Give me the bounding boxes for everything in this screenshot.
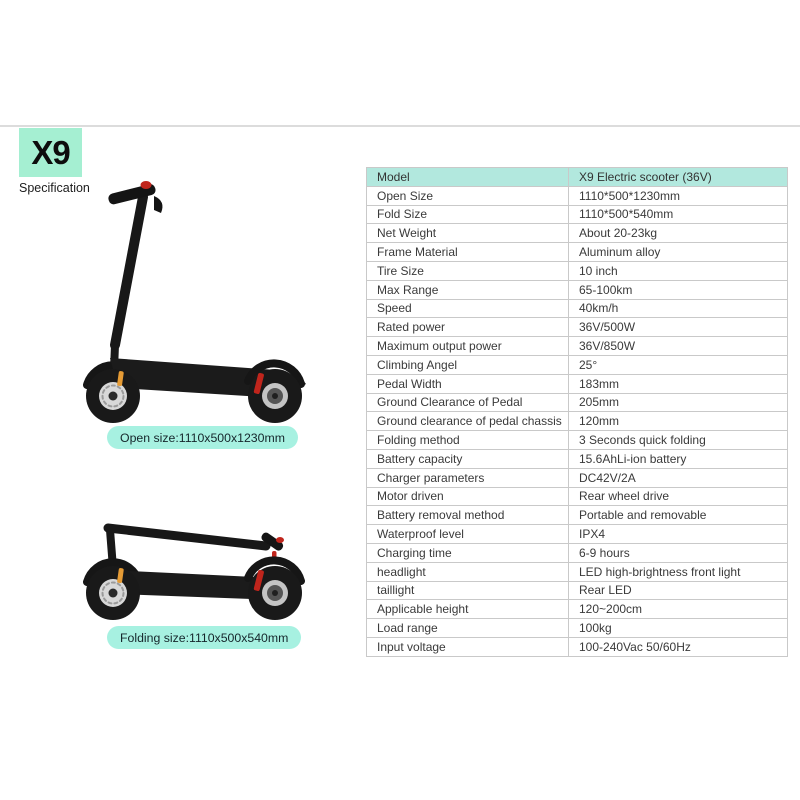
spec-row [367,525,788,544]
spec-label-cell: Max Range [367,280,569,299]
spec-value-cell: 65-100km [569,280,788,299]
spec-label-cell: Frame Material [367,243,569,262]
spec-row [367,637,788,656]
scooter-folded-illustration [80,510,306,626]
spec-value-cell: DC42V/2A [569,468,788,487]
spec-label-cell: taillight [367,581,569,600]
spec-header-label-cell: Model [367,168,569,187]
spec-label-cell: Motor driven [367,487,569,506]
spec-label-cell: Battery removal method [367,506,569,525]
open-size-caption: Open size:1110x500x1230mm [107,426,298,449]
spec-value-cell: 100-240Vac 50/60Hz [569,637,788,656]
spec-label-cell: Ground Clearance of Pedal [367,393,569,412]
spec-label-cell: Charger parameters [367,468,569,487]
spec-label-cell: Input voltage [367,637,569,656]
spec-value-cell: Rear LED [569,581,788,600]
spec-row [367,468,788,487]
top-divider-line [0,125,800,127]
spec-row [367,355,788,374]
spec-value-cell: LED high-brightness front light [569,562,788,581]
spec-row [367,619,788,638]
spec-label-cell: Pedal Width [367,374,569,393]
bell-red-accent [276,537,284,543]
spec-label-cell: Fold Size [367,205,569,224]
spec-value-cell: 183mm [569,374,788,393]
spec-table-body [367,186,788,656]
folding-size-caption: Folding size:1110x500x540mm [107,626,301,649]
spec-table-header-row [367,168,788,187]
spec-value-cell: 36V/850W [569,337,788,356]
spec-row [367,412,788,431]
scooter-folded-image [80,510,306,626]
spec-value-cell: 25° [569,355,788,374]
spec-label-cell: Open Size [367,186,569,205]
spec-row [367,299,788,318]
scooter-open-image [80,176,306,426]
spec-row [367,318,788,337]
spec-row [367,506,788,525]
spec-value-cell: IPX4 [569,525,788,544]
spec-row [367,431,788,450]
spec-label-cell: Net Weight [367,224,569,243]
spec-value-cell: Portable and removable [569,506,788,525]
spec-row [367,543,788,562]
spec-row [367,224,788,243]
spec-table [366,167,788,657]
spec-label-cell: Applicable height [367,600,569,619]
spec-row [367,600,788,619]
spec-row [367,243,788,262]
spec-value-cell: 120mm [569,412,788,431]
model-badge: X9 [19,128,82,177]
spec-value-cell: Aluminum alloy [569,243,788,262]
spec-value-cell: Rear wheel drive [569,487,788,506]
spec-label-cell: Rated power [367,318,569,337]
spec-row [367,280,788,299]
spec-row [367,186,788,205]
spec-row [367,337,788,356]
spec-label-cell: Climbing Angel [367,355,569,374]
spec-header-value-cell: X9 Electric scooter (36V) [569,168,788,187]
spec-row [367,393,788,412]
specification-label: Specification [19,181,90,195]
spec-label-cell: Tire Size [367,261,569,280]
spec-label-cell: Charging time [367,543,569,562]
spec-value-cell: About 20-23kg [569,224,788,243]
spec-value-cell: 15.6AhLi-ion battery [569,449,788,468]
spec-label-cell: Load range [367,619,569,638]
spec-value-cell: 40km/h [569,299,788,318]
spec-value-cell: 1110*500*1230mm [569,186,788,205]
spec-label-cell: Ground clearance of pedal chassis [367,412,569,431]
spec-value-cell: 120~200cm [569,600,788,619]
spec-row [367,261,788,280]
spec-label-cell: Speed [367,299,569,318]
spec-row [367,562,788,581]
spec-row [367,449,788,468]
spec-row [367,205,788,224]
spec-label-cell: Battery capacity [367,449,569,468]
scooter-open-illustration [80,176,306,426]
spec-value-cell: 100kg [569,619,788,638]
spec-label-cell: headlight [367,562,569,581]
spec-label-cell: Waterproof level [367,525,569,544]
spec-value-cell: 3 Seconds quick folding [569,431,788,450]
spec-value-cell: 36V/500W [569,318,788,337]
bell-red-accent [141,181,152,189]
spec-row [367,374,788,393]
spec-label-cell: Folding method [367,431,569,450]
spec-row [367,581,788,600]
spec-value-cell: 6-9 hours [569,543,788,562]
spec-label-cell: Maximum output power [367,337,569,356]
spec-row [367,487,788,506]
spec-value-cell: 205mm [569,393,788,412]
spec-value-cell: 10 inch [569,261,788,280]
spec-value-cell: 1110*500*540mm [569,205,788,224]
